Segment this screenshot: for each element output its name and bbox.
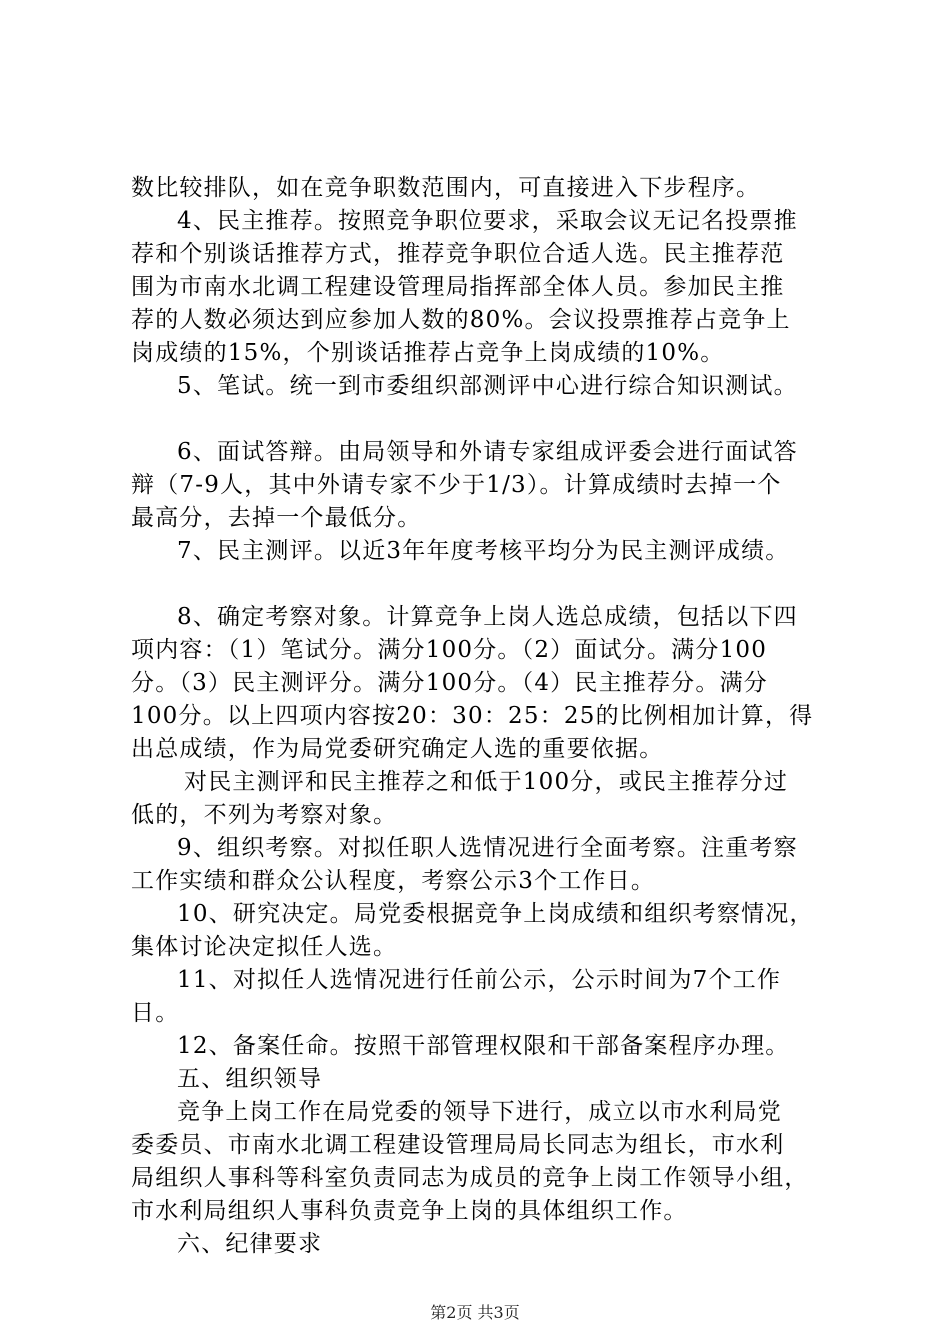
text-line: 辩（7-9人，其中外请专家不少于1/3）。计算成绩时去掉一个 xyxy=(131,472,782,498)
text-line: 6、面试答辩。由局领导和外请专家组成评委会进行面试答 xyxy=(177,439,798,465)
text-line: 围为市南水北调工程建设管理局指挥部全体人员。参加民主推 xyxy=(131,274,785,300)
text-line: 荐和个别谈话推荐方式，推荐竞争职位合适人选。民主推荐范 xyxy=(131,241,785,267)
text-line: 工作实绩和群众公认程度，考察公示3个工作日。 xyxy=(131,868,656,894)
text-line: 岗成绩的15%，个别谈话推荐占竞争上岗成绩的10%。 xyxy=(131,340,725,366)
text-line: 荐的人数必须达到应参加人数的80%。会议投票推荐占竞争上 xyxy=(131,307,791,333)
text-line: 市水利局组织人事科负责竞争上岗的具体组织工作。 xyxy=(131,1198,688,1224)
text-line: 分。（3）民主测评分。满分100分。（4）民主推荐分。满分 xyxy=(131,670,768,696)
text-line: 7、民主测评。以近3年年度考核平均分为民主测评成绩。 xyxy=(177,538,790,564)
text-line: 项内容：（1）笔试分。满分100分。（2）面试分。满分100 xyxy=(131,637,768,663)
text-line: 11、对拟任人选情况进行任前公示，公示时间为7个工作 xyxy=(177,967,782,993)
text-line: 8、确定考察对象。计算竞争上岗人选总成绩，包括以下四 xyxy=(177,604,798,630)
text-line: 局组织人事科等科室负责同志为成员的竞争上岗工作领导小组， xyxy=(131,1165,809,1191)
text-line: 4、民主推荐。按照竞争职位要求，采取会议无记名投票推 xyxy=(177,208,798,234)
section-heading: 五、组织领导 xyxy=(177,1066,323,1092)
text-line: 数比较排队，如在竞争职数范围内，可直接进入下步程序。 xyxy=(131,175,761,201)
text-line: 竞争上岗工作在局党委的领导下进行，成立以市水利局党 xyxy=(177,1099,782,1125)
text-line: 5、笔试。统一到市委组织部测评中心进行综合知识测试。 xyxy=(177,373,798,399)
text-line: 9、组织考察。对拟任职人选情况进行全面考察。注重考察 xyxy=(177,835,798,861)
text-line: 最高分，去掉一个最低分。 xyxy=(131,505,422,531)
text-line: 12、备案任命。按照干部管理权限和干部备案程序办理。 xyxy=(177,1033,790,1059)
text-line: 100分。以上四项内容按20：30：25：25的比例相加计算，得 xyxy=(131,703,814,729)
text-line: 出总成绩，作为局党委研究确定人选的重要依据。 xyxy=(131,736,664,762)
text-line: 集体讨论决定拟任人选。 xyxy=(131,934,398,960)
text-line: 委委员、市南水北调工程建设管理局局长同志为组长，市水利 xyxy=(131,1132,785,1158)
page-number-footer: 第2页 共3页 xyxy=(430,1303,520,1322)
text-line: 10、研究决定。局党委根据竞争上岗成绩和组织考察情况， xyxy=(177,901,814,927)
text-line: 对民主测评和民主推荐之和低于100分，或民主推荐分过 xyxy=(184,769,789,795)
text-line: 低的，不列为考察对象。 xyxy=(131,802,398,828)
section-heading: 六、纪律要求 xyxy=(177,1231,323,1257)
text-line: 日。 xyxy=(131,1000,180,1026)
